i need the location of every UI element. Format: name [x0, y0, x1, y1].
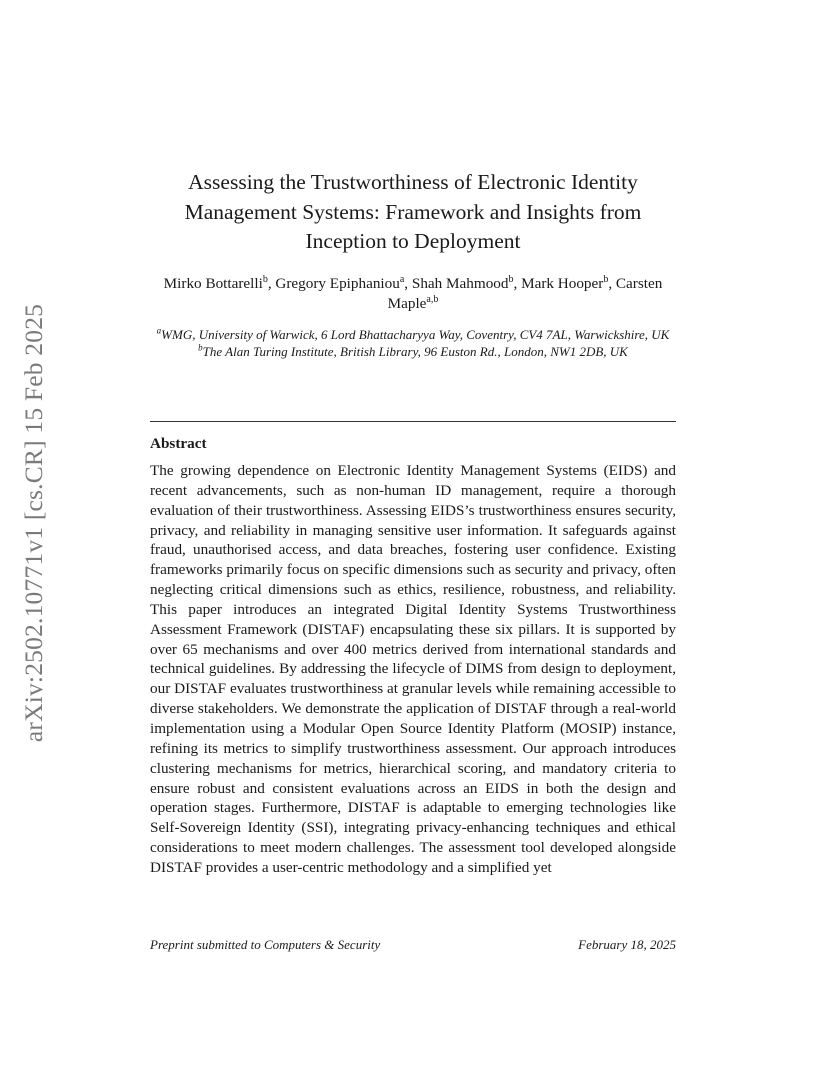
abstract-heading: Abstract [150, 435, 207, 452]
author: Gregory Epiphaniou$^a$, [275, 273, 412, 292]
author: Carsten Maple$^{a,b}$ [387, 275, 663, 312]
affiliation-list [150, 326, 676, 360]
author: Mark Hooper$^b$, [521, 273, 616, 292]
header-divider [150, 421, 676, 422]
paper-title: Assessing the Trustworthiness of Electronic Identity Management Systems: Framework and Insights from Inception to Deployment [184, 170, 642, 253]
abstract-text: The growing dependence on Electronic Identity Management Systems (EIDS) and recent advancements, such as non-human ID management, require a thorough evaluation of their trustworthiness. Assessing EIDS’s trustworthiness ensures security, privacy, and reliability in managing sensitive user information. It safeguards against fraud, unauthorised access, and data breaches, fostering user confidence. Existing frameworks primarily focus on specific dimensions such as security and privacy, often neglecting critical dimensions such as ethics, resilience, robustness, and reliability. This paper introduces an integrated Digital Identity Systems Trustworthiness Assessment Framework (DISTAF) encapsulating these six pillars. It is supported by over 65 mechanisms and over 400 metrics derived from international standards and technical guidelines. By addressing the lifecycle of DIMS from design to deployment, our DISTAF evaluates trustworthiness at granular levels while remaining accessible to diverse stakeholders. We demonstrate the application of DISTAF through a real-world implementation using a Modular Open Source Identity Platform (MOSIP) instance, refining its metrics to simplify trustworthiness assessment. Our approach introduces clustering mechanisms for metrics, hierarchical scoring, and mandatory criteria to ensure robust and consistent evaluations across an EIDS in both the design and operation stages. Furthermore, DISTAF is adaptable to emerging technologies like Self-Sovereign Identity (SSI), integrating privacy-enhancing techniques and ethical considerations to meet modern challenges. The assessment tool developed alongside DISTAF provides a user-centric methodology and a simplified yet [150, 462, 676, 876]
arxiv-identifier-text: arXiv:2502.10771v1 [cs.CR] 15 Feb 2025 [19, 303, 48, 743]
author-list [150, 274, 676, 314]
affiliation: $^b$The Alan Turing Institute, British Library, 96 Euston Rd., London, NW1 2DB, UK [198, 342, 628, 359]
footer-date: February 18, 2025 [578, 937, 676, 952]
author: Mirko Bottarelli$^b$, [163, 273, 276, 292]
arxiv-identifier-stamp [14, 288, 54, 758]
author: Shah Mahmood$^b$, [411, 273, 522, 292]
affiliation: $^a$WMG, University of Warwick, 6 Lord Bhattacharyya Way, Coventry, CV4 7AL, Warwickshire, UK [156, 325, 670, 342]
footer-submission-note: Preprint submitted to Computers & Security [150, 937, 381, 952]
page-footer [150, 937, 676, 953]
